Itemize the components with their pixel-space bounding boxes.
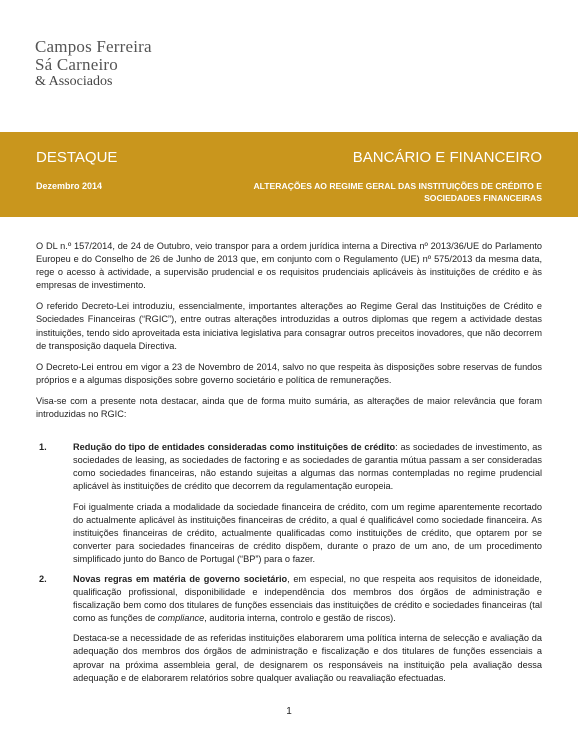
intro-paragraph-2: O referido Decreto-Lei introduziu, essencialmente, importantes alterações ao Regime Geral das Instituições de Crédito e Sociedades Financeiras (“RGIC”), entre outras alterações introduzidas a outros diplomas que regem a actividade destas instituições, tendo sido aproveitada esta iniciativa legislativa para consagrar outros preceitos inovadores, que não decorrem de transposição daquela Directiva. xyxy=(36,301,542,351)
logo-line-1: Campos Ferreira xyxy=(35,37,152,56)
list-item-paragraph xyxy=(73,441,542,493)
page-number: 1 xyxy=(286,706,292,717)
list-item-heading: Redução do tipo de entidades consideradas como instituições de crédito xyxy=(73,442,396,453)
numbered-list xyxy=(36,441,542,685)
list-item-extra: Foi igualmente criada a modalidade da sociedade financeira de crédito, com um regime aparentemente recortado do actualmente aplicável às instituições financeiras de crédito, a qual é qualificável como sociedade financeira. As instituições financeiras de crédito, actualmente qualificadas como instituições de crédito, que optarem por se converter para sociedades financeiras de crédito dispõem, durante o prazo de um ano, de um procedimento simplificado junto do Banco de Portugal (“BP”) para o fazer. xyxy=(73,501,542,564)
document-body xyxy=(36,240,542,692)
list-item-number: 2. xyxy=(39,573,47,584)
list-item xyxy=(36,573,542,685)
band-sector: BANCÁRIO E FINANCEIRO xyxy=(352,149,542,166)
list-item-emphasis: compliance xyxy=(157,613,205,624)
intro-paragraph-1: O DL n.º 157/2014, de 24 de Outubro, veio transpor para a ordem jurídica interna a Directiva nº 2013/36/UE do Parlamento Europeu e do Conselho de 26 de Junho de 2013 que, em conjunto com o Regulamento (UE) nº 575/2013 da mesma data, rege o acesso à actividade, a supervisão prudencial e os requisitos prudenciais aplicáveis às instituições de crédito e às empresas de investimento. xyxy=(36,241,542,291)
intro-paragraph-4: Visa-se com a presente nota destacar, ainda que de forma muito sumária, as alterações de maior relevância que foram introduzidas no RGIC: xyxy=(36,395,542,420)
list-item-heading: Novas regras em matéria de governo societário xyxy=(73,573,288,584)
band-date: Dezembro 2014 xyxy=(36,181,103,191)
band-subtitle: ALTERAÇÕES AO REGIME GERAL DAS INSTITUIÇÕES DE CRÉDITO E SOCIEDADES FINANCEIRAS xyxy=(253,181,542,203)
list-item-text-end: , auditoria interna, controlo e gestão de riscos). xyxy=(204,613,396,624)
list-item-paragraph xyxy=(73,573,542,625)
list-item-extra: Destaca-se a necessidade de as referidas instituições elaborarem uma política interna de selecção e avaliação da adequação dos membros dos órgãos de administração e fiscalização e dos titulares de funções essenciais a aprovar na próxima assembleia geral, de designarem os responsáveis na instituição pela avaliação dessa adequação e de elaborarem relatórios sobre qualquer avaliação ou reavaliação efectuadas. xyxy=(73,633,542,683)
logo-line-2: Sá Carneiro xyxy=(35,55,118,74)
header-band xyxy=(0,132,578,217)
list-item-text: , em especial, no que respeita aos requisitos de idoneidade, qualificação profissional, disponibilidade e independência dos membros dos órgãos de administração e fiscalização bem como dos titulares de funções essenciais das instituições de crédito e sociedades financeiras (tal como as funções de xyxy=(73,573,542,624)
band-label: DESTAQUE xyxy=(36,149,118,166)
list-item xyxy=(36,441,542,566)
intro-paragraph-3: O Decreto-Lei entrou em vigor a 23 de Novembro de 2014, salvo no que respeita às disposições sobre reservas de fundos próprios e a algumas disposições sobre governo societário e política de remunerações. xyxy=(36,361,542,385)
logo-line-3: & Associados xyxy=(35,74,113,89)
list-item-text: : as sociedades de investimento, as sociedades de leasing, as sociedades de factoring e as sociedades de garantia mútua passam a ser consideradas como sociedades financeiras, não estando sujeitas a algumas das normas contempladas no regime prudencial aplicável às instituições de crédito que decorrem da regulamentação europeia. xyxy=(73,442,542,492)
firm-logo xyxy=(35,38,152,90)
list-item-number: 1. xyxy=(39,442,47,453)
